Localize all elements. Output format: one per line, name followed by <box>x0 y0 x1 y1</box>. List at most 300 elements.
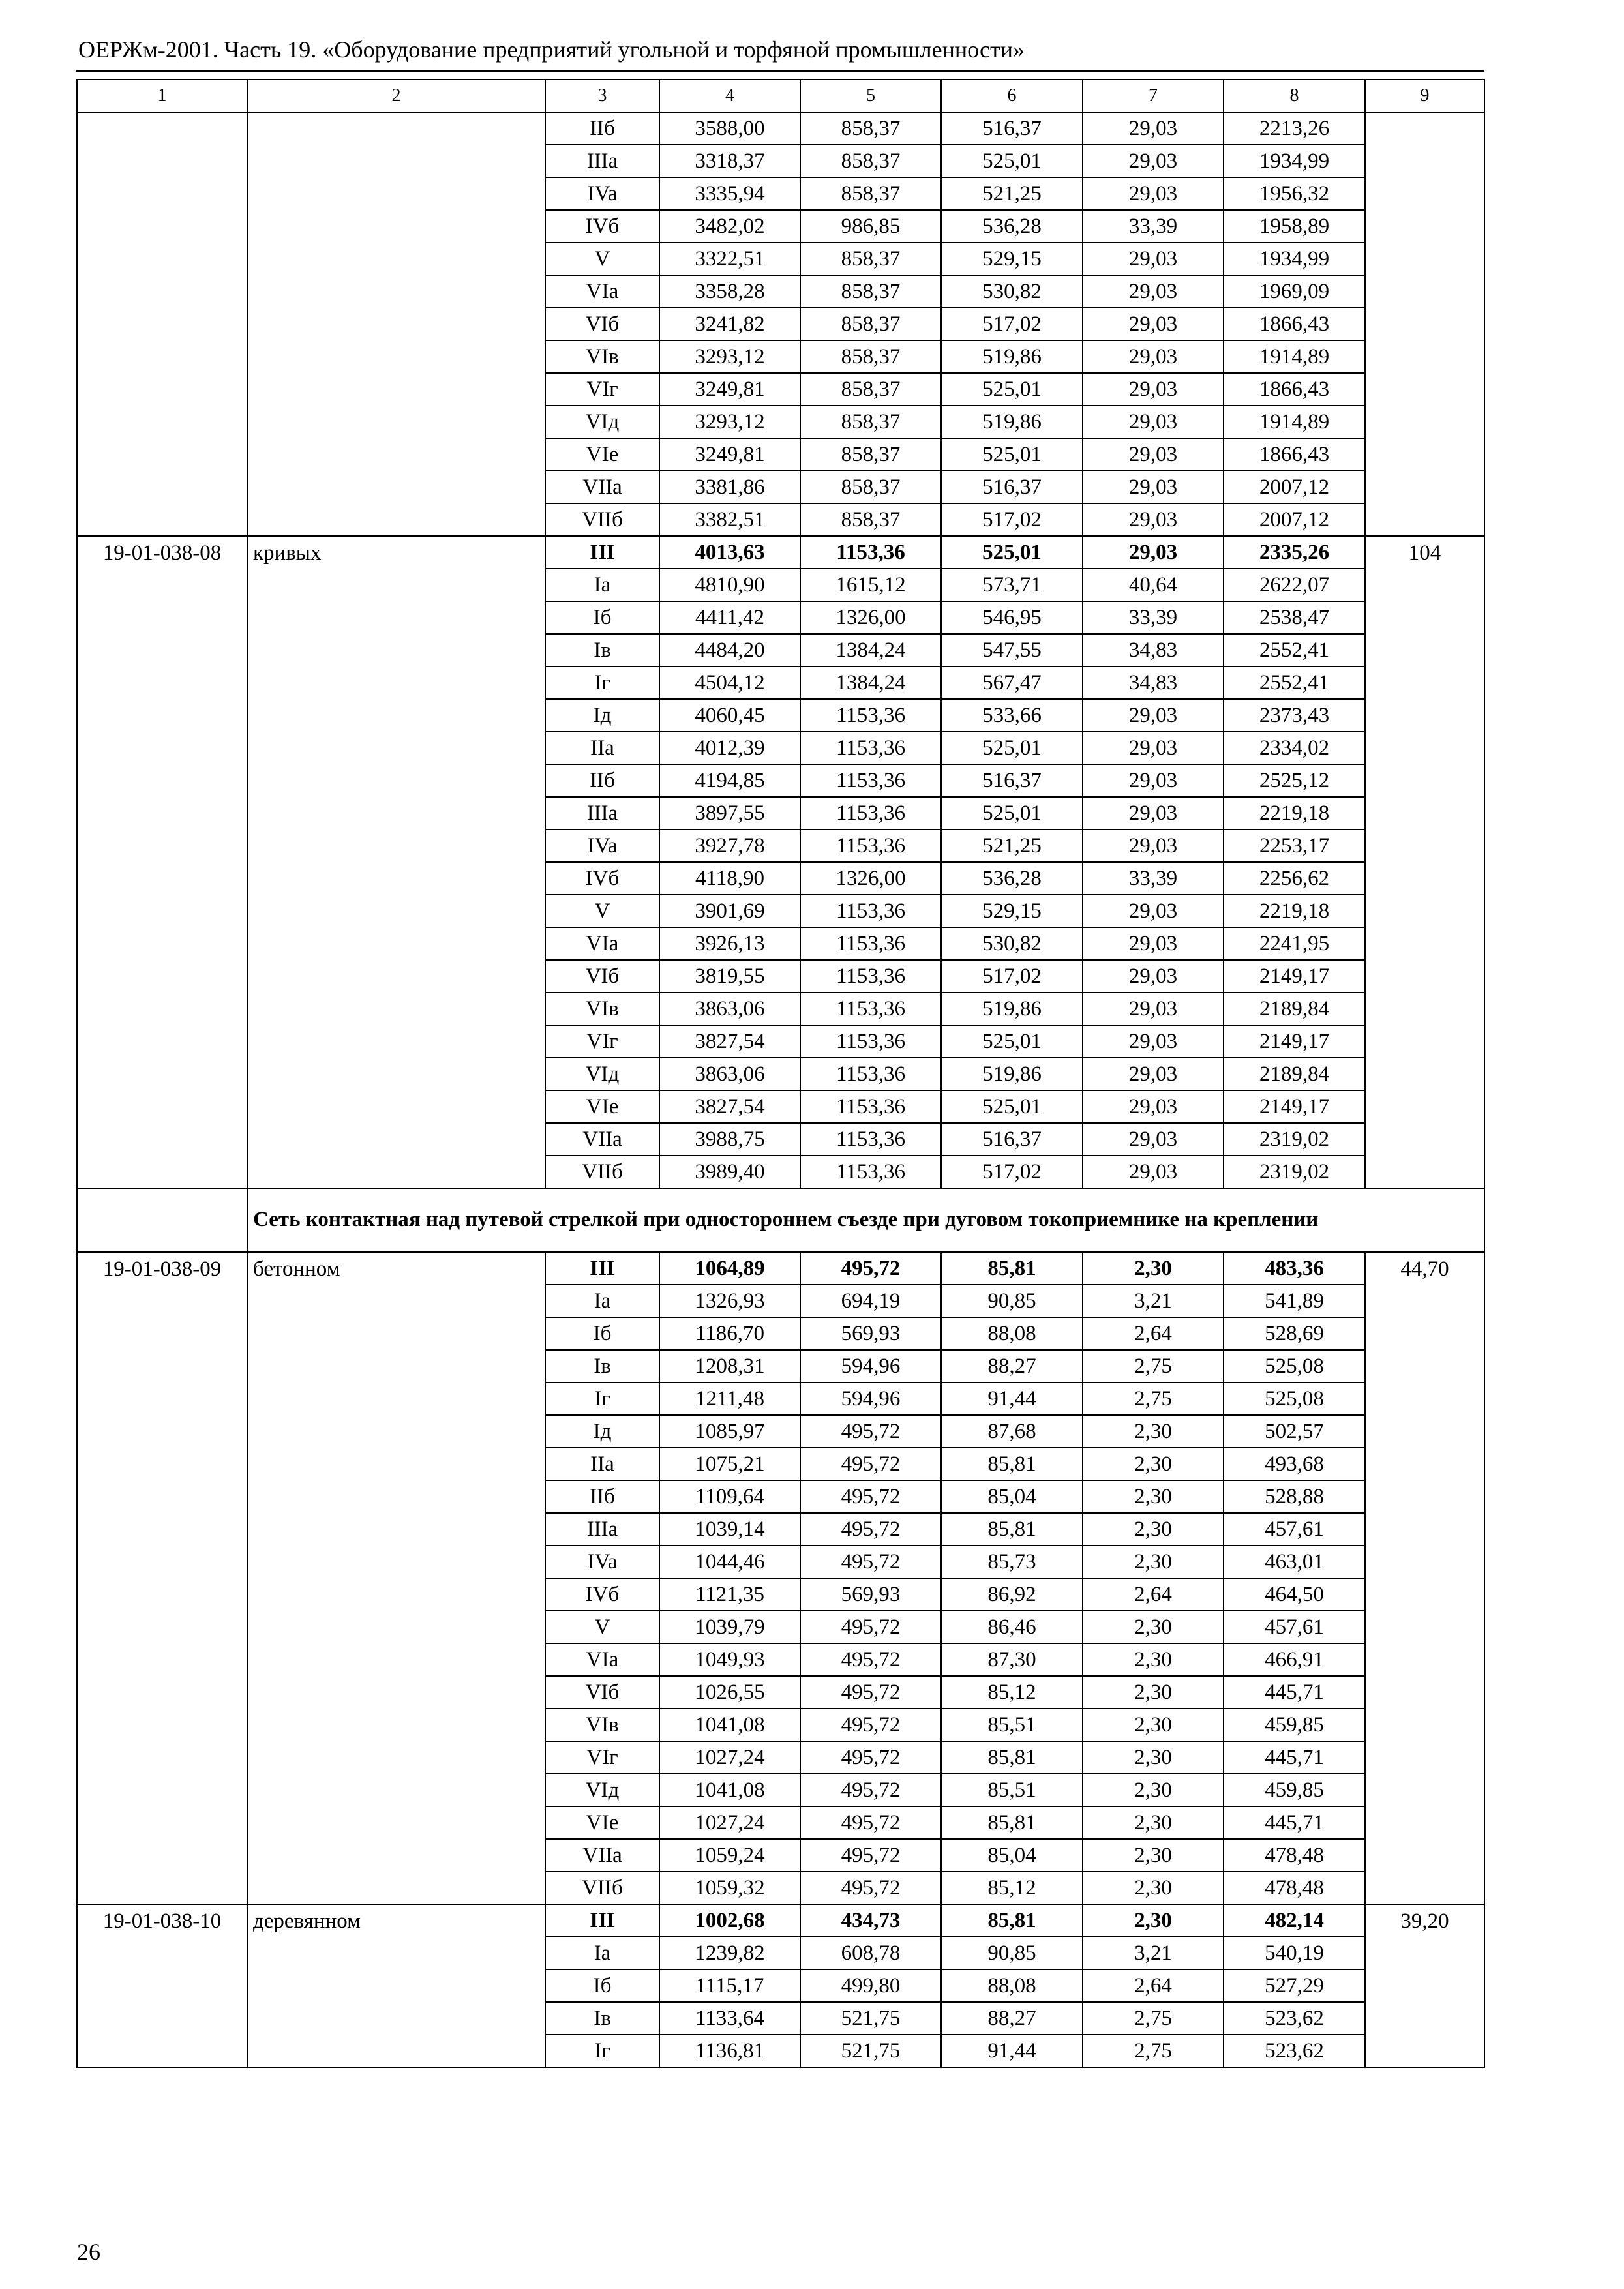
value-cell: 1153,36 <box>800 895 941 927</box>
section-row <box>77 1188 1484 1252</box>
value-cell: 457,61 <box>1224 1611 1365 1643</box>
value-cell: 1153,36 <box>800 830 941 862</box>
code-cell: 19-01-038-10 <box>77 1904 247 2067</box>
value-cell: 519,86 <box>941 1058 1083 1090</box>
value-cell: 2552,41 <box>1224 666 1365 699</box>
zone-cell: VIe <box>545 1090 659 1123</box>
value-cell: 517,02 <box>941 1156 1083 1188</box>
value-cell: 495,72 <box>800 1806 941 1839</box>
value-cell: 1002,68 <box>659 1904 800 1937</box>
value-cell: 3827,54 <box>659 1090 800 1123</box>
zone-cell: V <box>545 1611 659 1643</box>
value-cell: 529,15 <box>941 243 1083 275</box>
zone-cell: VIIa <box>545 471 659 503</box>
value-cell: 495,72 <box>800 1480 941 1513</box>
zone-cell: IVб <box>545 1578 659 1611</box>
value-cell: 519,86 <box>941 993 1083 1025</box>
value-cell: 516,37 <box>941 471 1083 503</box>
value-cell: 2149,17 <box>1224 1025 1365 1058</box>
value-cell: 4411,42 <box>659 601 800 634</box>
value-cell: 573,71 <box>941 569 1083 601</box>
zone-cell: VIв <box>545 340 659 373</box>
value-cell: 29,03 <box>1083 1058 1224 1090</box>
value-cell: 1934,99 <box>1224 145 1365 177</box>
value-cell: 1384,24 <box>800 634 941 666</box>
zone-cell: Iв <box>545 2002 659 2035</box>
value-cell: 519,86 <box>941 340 1083 373</box>
section-empty-cell <box>77 1188 247 1252</box>
value-cell: 4060,45 <box>659 699 800 732</box>
zone-cell: VIIa <box>545 1839 659 1872</box>
value-cell: 2,30 <box>1083 1709 1224 1741</box>
value-cell: 1153,36 <box>800 960 941 993</box>
value-cell: 1153,36 <box>800 536 941 569</box>
value-cell: 525,01 <box>941 438 1083 471</box>
value-cell: 521,25 <box>941 177 1083 210</box>
zone-cell: IVa <box>545 1546 659 1578</box>
value-cell: 478,48 <box>1224 1839 1365 1872</box>
value-cell: 1153,36 <box>800 797 941 830</box>
value-cell: 34,83 <box>1083 666 1224 699</box>
value-cell: 4504,12 <box>659 666 800 699</box>
value-cell: 517,02 <box>941 308 1083 340</box>
value-cell: 1039,79 <box>659 1611 800 1643</box>
value-cell: 4118,90 <box>659 862 800 895</box>
value-cell: 1208,31 <box>659 1350 800 1383</box>
value-cell: 858,37 <box>800 243 941 275</box>
total-cell: 44,70 <box>1365 1252 1484 1904</box>
value-cell: 517,02 <box>941 960 1083 993</box>
value-cell: 1211,48 <box>659 1383 800 1415</box>
value-cell: 3318,37 <box>659 145 800 177</box>
zone-cell: Iб <box>545 601 659 634</box>
value-cell: 483,36 <box>1224 1252 1365 1285</box>
value-cell: 3988,75 <box>659 1123 800 1156</box>
value-cell: 2213,26 <box>1224 112 1365 145</box>
column-number: 7 <box>1083 80 1224 112</box>
value-cell: 1115,17 <box>659 1969 800 2002</box>
value-cell: 29,03 <box>1083 1156 1224 1188</box>
value-cell: 1064,89 <box>659 1252 800 1285</box>
value-cell: 3241,82 <box>659 308 800 340</box>
value-cell: 85,73 <box>941 1546 1083 1578</box>
value-cell: 3897,55 <box>659 797 800 830</box>
value-cell: 2,30 <box>1083 1774 1224 1806</box>
value-cell: 1956,32 <box>1224 177 1365 210</box>
value-cell: 495,72 <box>800 1774 941 1806</box>
value-cell: 457,61 <box>1224 1513 1365 1546</box>
value-cell: 1075,21 <box>659 1448 800 1480</box>
value-cell: 2149,17 <box>1224 1090 1365 1123</box>
value-cell: 1027,24 <box>659 1741 800 1774</box>
zone-cell: V <box>545 243 659 275</box>
value-cell: 1153,36 <box>800 1025 941 1058</box>
value-cell: 464,50 <box>1224 1578 1365 1611</box>
value-cell: 1059,24 <box>659 1839 800 1872</box>
zone-cell: VIд <box>545 1774 659 1806</box>
value-cell: 694,19 <box>800 1285 941 1317</box>
value-cell: 2189,84 <box>1224 1058 1365 1090</box>
value-cell: 33,39 <box>1083 210 1224 243</box>
value-cell: 1153,36 <box>800 927 941 960</box>
value-cell: 569,93 <box>800 1578 941 1611</box>
value-cell: 521,75 <box>800 2002 941 2035</box>
zone-cell: III <box>545 1904 659 1937</box>
zone-cell: IIa <box>545 732 659 764</box>
value-cell: 85,81 <box>941 1741 1083 1774</box>
table-row <box>77 1252 1484 1285</box>
value-cell: 2,75 <box>1083 1383 1224 1415</box>
value-cell: 528,88 <box>1224 1480 1365 1513</box>
value-cell: 29,03 <box>1083 1025 1224 1058</box>
value-cell: 1153,36 <box>800 1156 941 1188</box>
value-cell: 2,30 <box>1083 1806 1224 1839</box>
value-cell: 88,08 <box>941 1317 1083 1350</box>
value-cell: 519,86 <box>941 406 1083 438</box>
value-cell: 29,03 <box>1083 177 1224 210</box>
value-cell: 1153,36 <box>800 699 941 732</box>
value-cell: 1153,36 <box>800 993 941 1025</box>
value-cell: 85,12 <box>941 1872 1083 1904</box>
zone-cell: IVб <box>545 210 659 243</box>
value-cell: 478,48 <box>1224 1872 1365 1904</box>
value-cell: 29,03 <box>1083 764 1224 797</box>
code-cell <box>77 112 247 536</box>
value-cell: 1039,14 <box>659 1513 800 1546</box>
value-cell: 529,15 <box>941 895 1083 927</box>
value-cell: 1384,24 <box>800 666 941 699</box>
value-cell: 858,37 <box>800 471 941 503</box>
zone-cell: Iв <box>545 634 659 666</box>
value-cell: 523,62 <box>1224 2002 1365 2035</box>
zone-cell: VIв <box>545 1709 659 1741</box>
value-cell: 1153,36 <box>800 732 941 764</box>
column-number-row <box>77 80 1484 112</box>
value-cell: 29,03 <box>1083 1090 1224 1123</box>
value-cell: 516,37 <box>941 764 1083 797</box>
value-cell: 1153,36 <box>800 764 941 797</box>
zone-cell: VIг <box>545 373 659 406</box>
value-cell: 4013,63 <box>659 536 800 569</box>
value-cell: 1044,46 <box>659 1546 800 1578</box>
page-number: 26 <box>77 2239 100 2265</box>
value-cell: 523,62 <box>1224 2035 1365 2067</box>
value-cell: 1914,89 <box>1224 406 1365 438</box>
value-cell: 459,85 <box>1224 1774 1365 1806</box>
value-cell: 3249,81 <box>659 373 800 406</box>
total-cell: 39,20 <box>1365 1904 1484 2067</box>
value-cell: 495,72 <box>800 1546 941 1578</box>
value-cell: 525,01 <box>941 797 1083 830</box>
value-cell: 2,30 <box>1083 1904 1224 1937</box>
value-cell: 29,03 <box>1083 275 1224 308</box>
value-cell: 29,03 <box>1083 112 1224 145</box>
value-cell: 858,37 <box>800 112 941 145</box>
name-cell: бетонном <box>247 1252 545 1904</box>
value-cell: 495,72 <box>800 1676 941 1709</box>
value-cell: 1866,43 <box>1224 373 1365 406</box>
value-cell: 525,01 <box>941 732 1083 764</box>
value-cell: 29,03 <box>1083 145 1224 177</box>
value-cell: 29,03 <box>1083 699 1224 732</box>
zone-cell: IIб <box>545 1480 659 1513</box>
value-cell: 466,91 <box>1224 1643 1365 1676</box>
value-cell: 2622,07 <box>1224 569 1365 601</box>
value-cell: 1326,00 <box>800 862 941 895</box>
value-cell: 1326,00 <box>800 601 941 634</box>
value-cell: 3382,51 <box>659 503 800 536</box>
value-cell: 29,03 <box>1083 960 1224 993</box>
value-cell: 85,51 <box>941 1709 1083 1741</box>
value-cell: 495,72 <box>800 1741 941 1774</box>
value-cell: 91,44 <box>941 2035 1083 2067</box>
value-cell: 434,73 <box>800 1904 941 1937</box>
table-row <box>77 1904 1484 1937</box>
zone-cell: Ia <box>545 569 659 601</box>
column-number: 5 <box>800 80 941 112</box>
value-cell: 493,68 <box>1224 1448 1365 1480</box>
value-cell: 499,80 <box>800 1969 941 2002</box>
zone-cell: III <box>545 536 659 569</box>
value-cell: 2319,02 <box>1224 1156 1365 1188</box>
zone-cell: VIe <box>545 1806 659 1839</box>
name-cell <box>247 112 545 536</box>
zone-cell: VIIб <box>545 503 659 536</box>
zone-cell: VIa <box>545 275 659 308</box>
value-cell: 34,83 <box>1083 634 1224 666</box>
value-cell: 3827,54 <box>659 1025 800 1058</box>
zone-cell: Iб <box>545 1317 659 1350</box>
value-cell: 594,96 <box>800 1350 941 1383</box>
value-cell: 29,03 <box>1083 406 1224 438</box>
value-cell: 29,03 <box>1083 830 1224 862</box>
zone-cell: VIв <box>545 993 659 1025</box>
total-cell <box>1365 112 1484 536</box>
value-cell: 90,85 <box>941 1285 1083 1317</box>
value-cell: 1186,70 <box>659 1317 800 1350</box>
value-cell: 29,03 <box>1083 308 1224 340</box>
value-cell: 2334,02 <box>1224 732 1365 764</box>
document-header: ОЕРЖм-2001. Часть 19. «Оборудование предприятий угольной и торфяной промышленности» <box>78 37 1025 63</box>
value-cell: 1136,81 <box>659 2035 800 2067</box>
value-cell: 3927,78 <box>659 830 800 862</box>
value-cell: 2219,18 <box>1224 797 1365 830</box>
value-cell: 1121,35 <box>659 1578 800 1611</box>
value-cell: 1049,93 <box>659 1643 800 1676</box>
value-cell: 4194,85 <box>659 764 800 797</box>
column-number: 6 <box>941 80 1083 112</box>
zone-cell: IVa <box>545 830 659 862</box>
value-cell: 525,08 <box>1224 1383 1365 1415</box>
value-cell: 29,03 <box>1083 438 1224 471</box>
value-cell: 1958,89 <box>1224 210 1365 243</box>
value-cell: 495,72 <box>800 1513 941 1546</box>
value-cell: 88,08 <box>941 1969 1083 2002</box>
value-cell: 2,30 <box>1083 1839 1224 1872</box>
value-cell: 530,82 <box>941 275 1083 308</box>
value-cell: 1239,82 <box>659 1937 800 1969</box>
value-cell: 521,75 <box>800 2035 941 2067</box>
value-cell: 87,30 <box>941 1643 1083 1676</box>
value-cell: 1026,55 <box>659 1676 800 1709</box>
value-cell: 2319,02 <box>1224 1123 1365 1156</box>
section-title: Сеть контактная над путевой стрелкой при одностороннем съезде при дуговом токоприемнике на креплении <box>247 1188 1484 1252</box>
value-cell: 86,92 <box>941 1578 1083 1611</box>
value-cell: 2256,62 <box>1224 862 1365 895</box>
value-cell: 3381,86 <box>659 471 800 503</box>
zone-cell: VIe <box>545 438 659 471</box>
value-cell: 594,96 <box>800 1383 941 1415</box>
value-cell: 2525,12 <box>1224 764 1365 797</box>
value-cell: 2,75 <box>1083 2035 1224 2067</box>
value-cell: 40,64 <box>1083 569 1224 601</box>
value-cell: 1615,12 <box>800 569 941 601</box>
value-cell: 3926,13 <box>659 927 800 960</box>
value-cell: 29,03 <box>1083 243 1224 275</box>
value-cell: 495,72 <box>800 1611 941 1643</box>
zone-cell: IIIa <box>545 1513 659 1546</box>
value-cell: 86,46 <box>941 1611 1083 1643</box>
column-number: 3 <box>545 80 659 112</box>
header-rule <box>76 70 1484 72</box>
value-cell: 858,37 <box>800 177 941 210</box>
value-cell: 1866,43 <box>1224 438 1365 471</box>
value-cell: 858,37 <box>800 438 941 471</box>
value-cell: 87,68 <box>941 1415 1083 1448</box>
value-cell: 495,72 <box>800 1872 941 1904</box>
value-cell: 1109,64 <box>659 1480 800 1513</box>
value-cell: 2253,17 <box>1224 830 1365 862</box>
value-cell: 85,81 <box>941 1513 1083 1546</box>
value-cell: 29,03 <box>1083 927 1224 960</box>
zone-cell: Iг <box>545 666 659 699</box>
value-cell: 547,55 <box>941 634 1083 666</box>
zone-cell: VIIб <box>545 1156 659 1188</box>
value-cell: 495,72 <box>800 1448 941 1480</box>
value-cell: 482,14 <box>1224 1904 1365 1937</box>
value-cell: 495,72 <box>800 1643 941 1676</box>
name-cell: деревянном <box>247 1904 545 2067</box>
value-cell: 2,30 <box>1083 1480 1224 1513</box>
value-cell: 527,29 <box>1224 1969 1365 2002</box>
value-cell: 525,01 <box>941 1025 1083 1058</box>
value-cell: 29,03 <box>1083 797 1224 830</box>
value-cell: 3322,51 <box>659 243 800 275</box>
value-cell: 2,30 <box>1083 1448 1224 1480</box>
zone-cell: III <box>545 1252 659 1285</box>
value-cell: 495,72 <box>800 1252 941 1285</box>
value-cell: 1969,09 <box>1224 275 1365 308</box>
value-cell: 85,81 <box>941 1904 1083 1937</box>
value-cell: 536,28 <box>941 210 1083 243</box>
value-cell: 2335,26 <box>1224 536 1365 569</box>
zone-cell: IVa <box>545 177 659 210</box>
zone-cell: IVб <box>545 862 659 895</box>
value-cell: 530,82 <box>941 927 1083 960</box>
value-cell: 3293,12 <box>659 406 800 438</box>
value-cell: 1041,08 <box>659 1709 800 1741</box>
value-cell: 1153,36 <box>800 1058 941 1090</box>
value-cell: 1914,89 <box>1224 340 1365 373</box>
zone-cell: Iв <box>545 1350 659 1383</box>
value-cell: 525,01 <box>941 536 1083 569</box>
value-cell: 85,04 <box>941 1839 1083 1872</box>
value-cell: 85,81 <box>941 1806 1083 1839</box>
value-cell: 1085,97 <box>659 1415 800 1448</box>
zone-cell: IIб <box>545 764 659 797</box>
zone-cell: VIд <box>545 406 659 438</box>
value-cell: 88,27 <box>941 2002 1083 2035</box>
code-cell: 19-01-038-09 <box>77 1252 247 1904</box>
value-cell: 525,08 <box>1224 1350 1365 1383</box>
value-cell: 1934,99 <box>1224 243 1365 275</box>
table-row <box>77 536 1484 569</box>
column-number: 9 <box>1365 80 1484 112</box>
value-cell: 546,95 <box>941 601 1083 634</box>
value-cell: 29,03 <box>1083 732 1224 764</box>
value-cell: 33,39 <box>1083 601 1224 634</box>
value-cell: 858,37 <box>800 340 941 373</box>
value-cell: 2219,18 <box>1224 895 1365 927</box>
value-cell: 2,75 <box>1083 2002 1224 2035</box>
value-cell: 445,71 <box>1224 1806 1365 1839</box>
value-cell: 495,72 <box>800 1839 941 1872</box>
value-cell: 3249,81 <box>659 438 800 471</box>
value-cell: 2,30 <box>1083 1676 1224 1709</box>
value-cell: 521,25 <box>941 830 1083 862</box>
table-row <box>77 112 1484 145</box>
value-cell: 528,69 <box>1224 1317 1365 1350</box>
zone-cell: Ia <box>545 1937 659 1969</box>
value-cell: 533,66 <box>941 699 1083 732</box>
value-cell: 1153,36 <box>800 1123 941 1156</box>
value-cell: 85,12 <box>941 1676 1083 1709</box>
value-cell: 3482,02 <box>659 210 800 243</box>
value-cell: 2,30 <box>1083 1513 1224 1546</box>
value-cell: 516,37 <box>941 1123 1083 1156</box>
value-cell: 495,72 <box>800 1709 941 1741</box>
value-cell: 29,03 <box>1083 471 1224 503</box>
value-cell: 986,85 <box>800 210 941 243</box>
value-cell: 29,03 <box>1083 340 1224 373</box>
value-cell: 4484,20 <box>659 634 800 666</box>
value-cell: 567,47 <box>941 666 1083 699</box>
value-cell: 525,01 <box>941 1090 1083 1123</box>
value-cell: 3819,55 <box>659 960 800 993</box>
value-cell: 85,04 <box>941 1480 1083 1513</box>
value-cell: 445,71 <box>1224 1676 1365 1709</box>
value-cell: 85,81 <box>941 1448 1083 1480</box>
zone-cell: V <box>545 895 659 927</box>
value-cell: 608,78 <box>800 1937 941 1969</box>
zone-cell: VIд <box>545 1058 659 1090</box>
value-cell: 3989,40 <box>659 1156 800 1188</box>
value-cell: 4012,39 <box>659 732 800 764</box>
zone-cell: IIa <box>545 1448 659 1480</box>
value-cell: 2,64 <box>1083 1578 1224 1611</box>
zone-cell: IIб <box>545 112 659 145</box>
zone-cell: Iг <box>545 1383 659 1415</box>
value-cell: 858,37 <box>800 503 941 536</box>
value-cell: 1027,24 <box>659 1806 800 1839</box>
value-cell: 3588,00 <box>659 112 800 145</box>
value-cell: 1041,08 <box>659 1774 800 1806</box>
value-cell: 2,30 <box>1083 1643 1224 1676</box>
value-cell: 1133,64 <box>659 2002 800 2035</box>
value-cell: 29,03 <box>1083 1123 1224 1156</box>
value-cell: 540,19 <box>1224 1937 1365 1969</box>
value-cell: 525,01 <box>941 373 1083 406</box>
